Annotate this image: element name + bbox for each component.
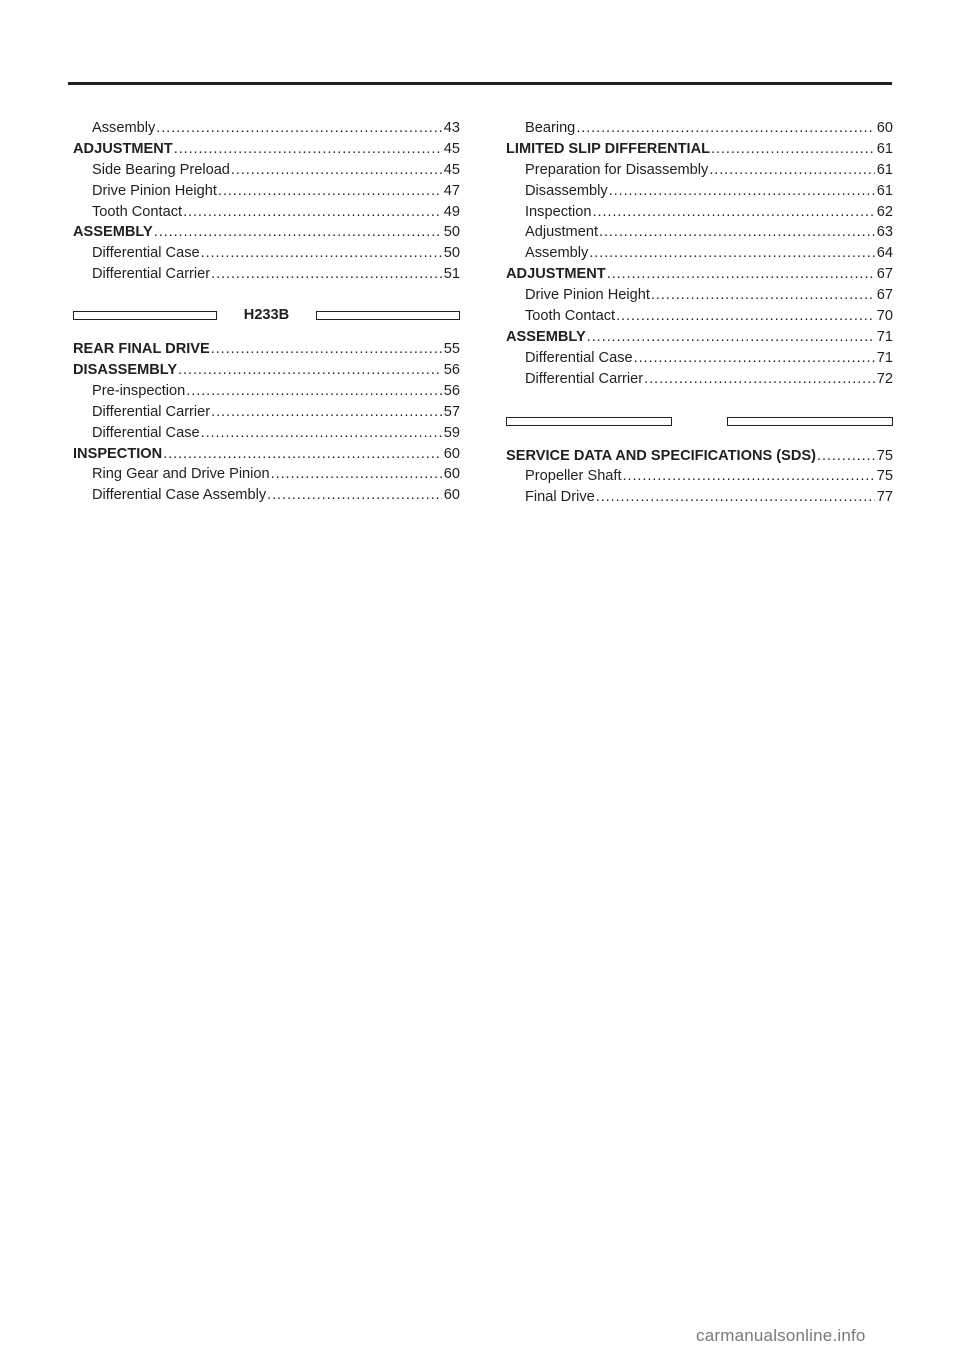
divider-box-left [506,417,672,426]
toc-entry[interactable] [73,402,460,423]
toc-entry-page: 61 [876,161,893,178]
toc-entry-page: 45 [443,140,460,157]
toc-entry[interactable] [506,327,893,348]
toc-entry-title: Bearing [525,120,576,136]
divider-box-left [73,311,217,320]
toc-entry-title: Assembly [525,245,589,262]
divider-box-right [316,311,460,320]
toc-entry-title: Inspection [525,203,592,220]
toc-entry-page: 67 [876,266,893,283]
toc-entry-page: 50 [443,245,460,262]
toc-entry-page: 50 [443,224,460,241]
toc-entry-page: 67 [876,287,893,304]
toc-entry[interactable] [73,160,460,181]
toc-entry-title: Disassembly [525,182,608,199]
toc-entry[interactable] [73,381,460,402]
toc-entry-title: Differential Carrier [92,266,211,283]
toc-entry[interactable] [506,348,893,369]
toc-entry-title: ASSEMBLY [73,224,153,241]
divider-box-right [727,417,893,426]
toc-entry-page: 56 [443,362,460,379]
toc-entry-title: LIMITED SLIP DIFFERENTIAL [506,140,711,157]
dot-leader [711,139,875,160]
dot-leader [218,181,442,202]
toc-entry-page: 62 [876,203,893,220]
toc-entry[interactable] [506,369,893,390]
toc-entry-title: Preparation for Disassembly [525,161,709,178]
top-rule [68,82,892,85]
toc-entry[interactable] [73,444,460,465]
toc-entry-page: 77 [876,489,893,506]
dot-leader [201,243,442,264]
toc-entry[interactable] [73,485,460,506]
toc-entry-page: 60 [443,466,460,483]
dot-leader [174,139,442,160]
toc-entry[interactable] [73,360,460,381]
toc-entry-title: Pre-inspection [92,382,186,399]
toc-entry-page: 60 [443,487,460,504]
toc-entry-page: 43 [443,120,460,136]
toc-entry-title: ASSEMBLY [506,328,586,345]
toc-entry-title: Tooth Contact [92,203,183,220]
dot-leader [183,202,442,223]
toc-entry-title: Drive Pinion Height [525,287,650,304]
toc-entry[interactable] [506,466,893,487]
toc-entry-page: 71 [876,349,893,366]
toc-entry-page: 47 [443,182,460,199]
toc-entry[interactable] [73,339,460,360]
dot-leader [817,446,875,467]
dot-leader [163,444,442,465]
toc-entry[interactable] [506,202,893,223]
toc-left-group-2 [73,339,460,506]
toc-entry-title: Side Bearing Preload [92,161,230,178]
dot-leader [609,181,875,202]
toc-entry-title: Adjustment [525,224,599,241]
toc-entry-page: 72 [876,370,893,387]
dot-leader [267,485,442,506]
dot-leader [651,285,875,306]
dot-leader [211,339,442,360]
toc-entry-page: 45 [443,161,460,178]
dot-leader [599,222,875,243]
dot-leader [211,402,442,423]
toc-entry-title: Differential Carrier [92,403,211,420]
toc-right-group-1 [506,118,893,390]
toc-entry-title: Ring Gear and Drive Pinion [92,466,270,483]
dot-leader [211,264,442,285]
dot-leader [587,327,875,348]
dot-leader [156,118,442,139]
toc-entry-title: Differential Case Assembly [92,487,267,504]
dot-leader [644,369,875,390]
toc-entry[interactable] [73,139,460,160]
toc-entry-title: Differential Case [92,245,200,262]
dot-leader [576,118,874,139]
toc-entry-title: ADJUSTMENT [506,266,606,283]
dot-leader [596,487,875,508]
toc-entry-page: 57 [443,403,460,420]
toc-left-group-1 [73,118,460,285]
dot-leader [607,264,875,285]
toc-entry-page: 60 [443,445,460,462]
toc-entry-page: 51 [443,266,460,283]
toc-left-column [73,118,460,506]
dot-leader [178,360,442,381]
toc-entry-title: INSPECTION [73,445,163,462]
toc-entry-title: Tooth Contact [525,308,616,325]
toc-entry-page: 59 [443,424,460,441]
toc-entry-title: Drive Pinion Height [92,182,217,199]
toc-right-group-2 [506,446,893,509]
toc-entry-page: 64 [876,245,893,262]
toc-entry[interactable] [506,285,893,306]
toc-entry[interactable] [73,243,460,264]
toc-entry-title: SERVICE DATA AND SPECIFICATIONS (SDS) [506,447,817,464]
section-divider-h233b [73,293,460,337]
dot-leader [634,348,875,369]
dot-leader [623,466,875,487]
toc-entry[interactable] [73,264,460,285]
section-heading: H233B [243,307,290,324]
toc-entry-page: 71 [876,328,893,345]
toc-entry[interactable] [506,264,893,285]
toc-entry-page: 61 [876,140,893,157]
toc-entry[interactable] [73,423,460,444]
toc-entry[interactable] [506,160,893,181]
section-divider-blank [506,400,893,444]
toc-entry-page: 56 [443,382,460,399]
toc-entry[interactable] [506,181,893,202]
dot-leader [593,202,875,223]
toc-entry-page: 49 [443,203,460,220]
dot-leader [186,381,441,402]
toc-entry-title: Differential Case [525,349,633,366]
toc-entry[interactable] [73,202,460,223]
dot-leader [589,243,875,264]
toc-entry-page: 75 [876,447,893,464]
toc-entry-page: 61 [876,182,893,199]
toc-entry-title: ADJUSTMENT [73,140,173,157]
dot-leader [154,222,442,243]
dot-leader [616,306,875,327]
toc-entry-page: 60 [876,120,893,136]
toc-entry-title: Assembly [92,120,156,136]
dot-leader [201,423,442,444]
toc-entry[interactable] [73,222,460,243]
toc-entry[interactable] [506,306,893,327]
toc-entry-page: 75 [876,468,893,485]
dot-leader [709,160,874,181]
toc-entry[interactable] [506,487,893,508]
toc-entry[interactable] [506,118,893,139]
toc-entry[interactable] [506,139,893,160]
toc-entry[interactable] [506,222,893,243]
watermark-text: carmanualsonline.info [696,1326,866,1345]
toc-entry-page: 70 [876,308,893,325]
toc-entry-title: Differential Carrier [525,370,644,387]
toc-entry-title: Final Drive [525,489,595,506]
toc-right-column [506,118,893,508]
toc-entry[interactable] [73,181,460,202]
toc-entry[interactable] [506,446,893,467]
toc-entry[interactable] [73,464,460,485]
toc-entry-title: REAR FINAL DRIVE [73,341,210,358]
toc-entry[interactable] [506,243,893,264]
toc-entry-page: 55 [443,341,460,358]
toc-entry-title: DISASSEMBLY [73,362,178,379]
toc-entry[interactable] [73,118,460,139]
toc-entry-title: Differential Case [92,424,200,441]
dot-leader [271,464,442,485]
dot-leader [231,160,442,181]
toc-entry-title: Propeller Shaft [525,468,622,485]
toc-entry-page: 63 [876,224,893,241]
